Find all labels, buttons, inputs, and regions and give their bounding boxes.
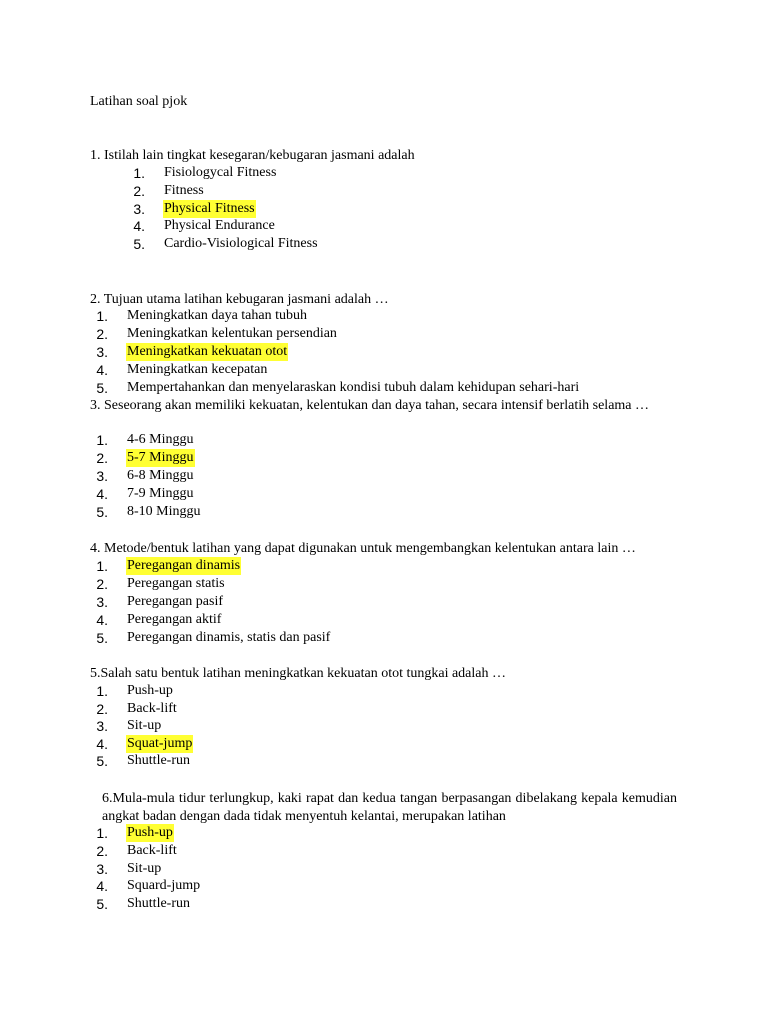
option-number: 3. <box>96 468 108 484</box>
option-number: 5. <box>96 753 108 770</box>
option-label: Back-lift <box>127 842 177 858</box>
option-label-highlighted: Squat-jump <box>127 735 193 751</box>
option-label: Meningkatkan kelentukan persendian <box>127 326 337 341</box>
option-number: 4. <box>96 735 108 752</box>
option-number: 5. <box>133 236 145 253</box>
option-label: Shuttle-run <box>127 753 190 769</box>
option-number: 1. <box>96 308 108 324</box>
option-number: 4. <box>96 362 108 378</box>
question-2-text: 2. Tujuan utama latihan kebugaran jasmani adalah … <box>90 292 389 307</box>
option-label: Mempertahankan dan menyelaraskan kondisi tubuh dalam kehidupan sehari-hari <box>127 380 580 395</box>
option-label-highlighted: Physical Fitness <box>164 200 255 216</box>
option-label: Peregangan pasif <box>127 594 224 609</box>
option-number: 3. <box>96 594 108 610</box>
option-number: 2. <box>96 576 108 592</box>
option-label: Fitness <box>164 182 204 198</box>
option-number: 4. <box>133 218 145 235</box>
option-label: Peregangan statis <box>127 576 225 591</box>
option-number: 2. <box>96 326 108 342</box>
option-number: 1. <box>96 825 108 841</box>
option-label: Back-lift <box>127 700 177 716</box>
option-number: 2. <box>96 842 108 859</box>
question-3-text: 3. Seseorang akan memiliki kekuatan, kelentukan dan daya tahan, secara intensif berlatih selama … <box>90 398 650 413</box>
option-label: Meningkatkan kecepatan <box>127 362 268 377</box>
option-label: Physical Endurance <box>164 218 275 234</box>
option-number: 4. <box>96 878 108 895</box>
option-label: Fisiologycal Fitness <box>164 165 277 180</box>
option-label-highlighted: 5-7 Minggu <box>127 450 194 465</box>
document-title: Latihan soal pjok <box>90 94 188 109</box>
option-number: 2. <box>133 182 145 199</box>
option-number: 3. <box>96 718 108 735</box>
option-number: 1. <box>96 432 108 448</box>
option-number: 5. <box>96 504 108 520</box>
option-label: Squard-jump <box>127 878 201 894</box>
option-label: 4-6 Minggu <box>127 432 194 447</box>
option-label: Sit-up <box>127 718 162 734</box>
option-number: 3. <box>96 860 108 877</box>
option-number: 5. <box>96 896 108 913</box>
option-label: Meningkatkan daya tahan tubuh <box>127 308 308 323</box>
option-number: 5. <box>96 630 108 646</box>
option-number: 1. <box>133 165 145 181</box>
option-label: Shuttle-run <box>127 896 190 912</box>
option-number: 3. <box>133 200 145 217</box>
option-label: Sit-up <box>127 860 162 876</box>
option-label: 8-10 Minggu <box>127 504 201 519</box>
option-label-highlighted: Peregangan dinamis <box>127 558 241 573</box>
option-number: 1. <box>96 558 108 574</box>
option-number: 1. <box>96 683 108 699</box>
option-label-highlighted: Meningkatkan kekuatan otot <box>127 344 288 359</box>
option-label: 7-9 Minggu <box>127 486 194 501</box>
option-number: 4. <box>96 486 108 502</box>
option-label-highlighted: Push-up <box>127 825 173 840</box>
option-number: 3. <box>96 344 108 360</box>
question-1-text: 1. Istilah lain tingkat kesegaran/kebugaran jasmani adalah <box>90 148 415 163</box>
option-label: Peregangan aktif <box>127 612 222 627</box>
option-label: Push-up <box>127 683 173 698</box>
option-number: 4. <box>96 612 108 628</box>
option-number: 2. <box>96 700 108 717</box>
question-4-text: 4. Metode/bentuk latihan yang dapat digunakan untuk mengembangkan kelentukan antara lain … <box>90 541 636 556</box>
option-number: 5. <box>96 380 108 396</box>
option-label: Peregangan dinamis, statis dan pasif <box>127 630 331 645</box>
option-number: 2. <box>96 450 108 466</box>
option-label: 6-8 Minggu <box>127 468 194 483</box>
option-label: Cardio-Visiological Fitness <box>164 236 318 252</box>
question-5-text: 5.Salah satu bentuk latihan meningkatkan kekuatan otot tungkai adalah … <box>90 666 507 681</box>
question-6-text: 6.Mula-mula tidur terlungkup, kaki rapat dan kedua tangan berpasangan dibelakang kepala kemudian angkat badan dengan dada tidak menyentuh kelantai, merupakan latihan <box>102 791 677 824</box>
